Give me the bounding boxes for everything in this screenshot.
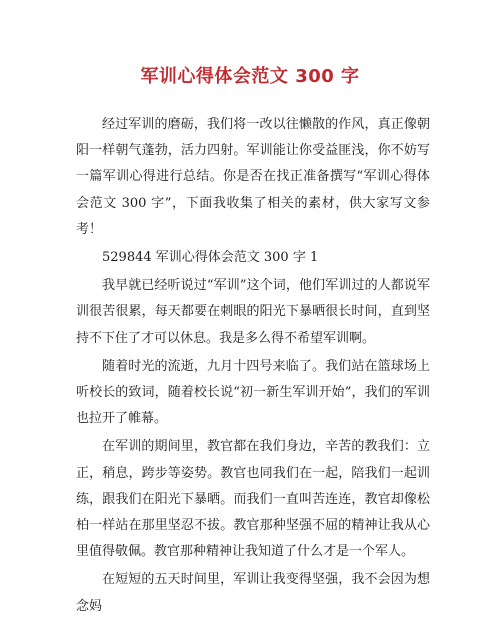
document-body	[76, 112, 430, 620]
body-paragraph: 在短短的五天时间里，军训让我变得坚强，我不会因为想念妈	[76, 572, 430, 614]
section-heading: 529844 军训心得体会范文 300 字 1	[102, 250, 319, 266]
body-paragraph: 我早就已经听说过“军训”这个词，他们军训过的人都说军训很苦很累，每天都要在刺眼的阳光下暴晒很长时间，直到坚持不下住了才可以休息。我是多么得不希望军训啊。	[76, 278, 430, 346]
page-title: 军训心得体会范文 300 字	[140, 66, 360, 87]
body-paragraph: 在军训的期间里，教官都在我们身边，辛苦的教我们：立正，稍息，跨步等姿势。教官也同我们在一起，陪我们一起训练，跟我们在阳光下暴晒。而我们一直叫苦连连，教官却像松柏一样站在那里坚忍不拔。教官那种坚强不屈的精神让我从心里值得敬佩。教官那种精神让我知道了什么才是一个军人。	[76, 439, 430, 560]
intro-paragraph: 经过军训的磨砺，我们将一改以往懒散的作风，真正像朝阳一样朝气蓬勃，活力四射。军训能让你受益匪浅，你不妨写一篇军训心得进行总结。你是否在找正准备撰写“军训心得体会范文 300 字”，下面我收集了相关的素材，供大家写文参考！	[76, 117, 430, 237]
body-paragraph: 随着时光的流逝，九月十四号来临了。我们站在篮球场上听校长的致词，随着校长说“初一新生军训开始”，我们的军训也拉开了帷幕。	[76, 358, 430, 427]
